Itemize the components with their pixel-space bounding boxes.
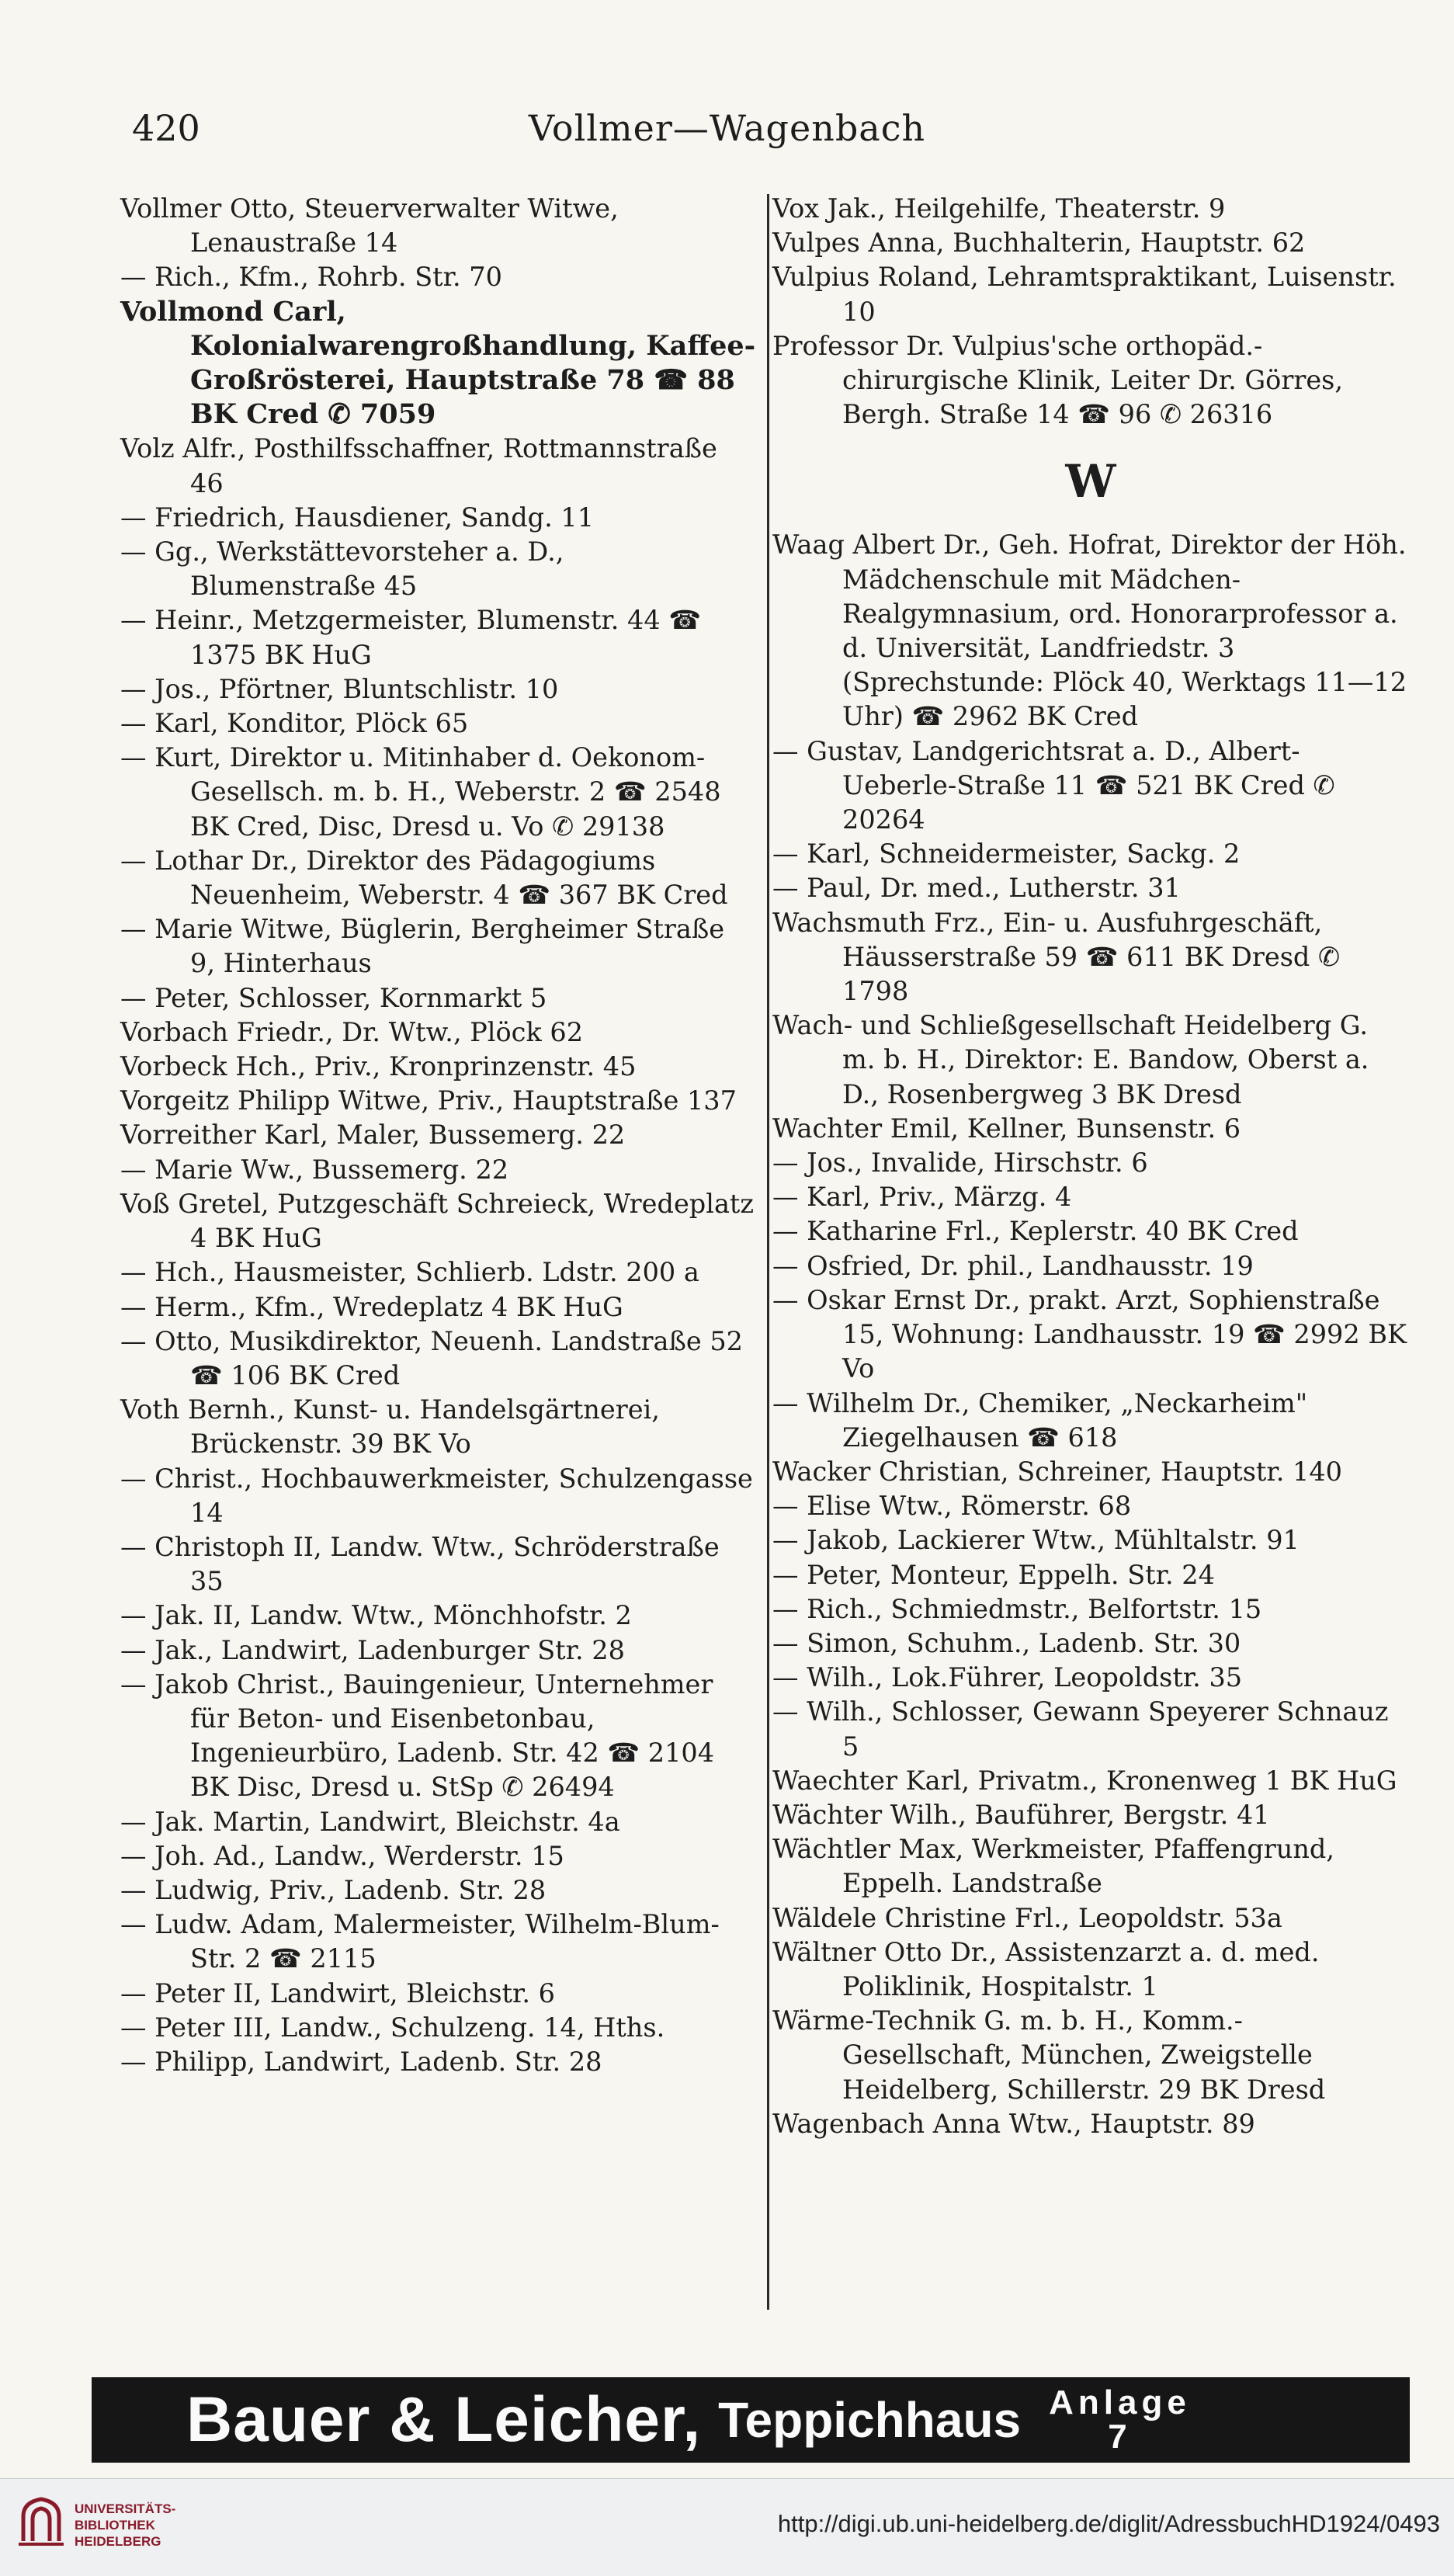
- directory-entry: Vollmond Carl, Kolonialwarengroßhandlung, Kaffee-Großrösterei, Hauptstraße 78 ☎ 88 BK Cred ✆ 7059: [120, 295, 756, 431]
- page-number: 420: [132, 107, 200, 149]
- directory-entry: Wärme-Technik G. m. b. H., Komm.-Gesellschaft, München, Zweigstelle Heidelberg, Schillerstr. 29 BK Dresd: [772, 2005, 1326, 2105]
- directory-entry: Voß Gretel, Putzgeschäft Schreieck, Wredeplatz 4 BK HuG: [120, 1188, 755, 1254]
- column-rule: [767, 194, 769, 2310]
- ad-brand: Bauer & Leicher,: [186, 2384, 702, 2455]
- directory-entry: — Oskar Ernst Dr., prakt. Arzt, Sophienstraße 15, Wohnung: Landhausstr. 19 ☎ 2992 BK Vo: [772, 1284, 1407, 1384]
- advertisement-banner: [92, 2377, 1410, 2463]
- directory-entry: — Marie Witwe, Büglerin, Bergheimer Straße 9, Hinterhaus: [120, 914, 725, 979]
- directory-entry: — Rich., Kfm., Rohrb. Str. 70: [120, 262, 502, 293]
- directory-entry: — Gg., Werkstättevorsteher a. D., Blumenstraße 45: [120, 536, 564, 602]
- section-letter: W: [1065, 455, 1116, 509]
- directory-entry: — Jak., Landwirt, Ladenburger Str. 28: [120, 1634, 625, 1665]
- library-logo-icon: [17, 2494, 65, 2549]
- directory-entry: — Ludw. Adam, Malermeister, Wilhelm-Blum-Str. 2 ☎ 2115: [120, 1909, 720, 1974]
- directory-entry: — Wilh., Schlosser, Gewann Speyerer Schnauz 5: [772, 1696, 1389, 1762]
- directory-entry: — Jakob, Lackierer Wtw., Mühltalstr. 91: [772, 1525, 1300, 1556]
- directory-entry: Wach- und Schließgesellschaft Heidelberg G. m. b. H., Direktor: E. Bandow, Oberst a. D., Rosenbergweg 3 BK Dresd: [772, 1010, 1369, 1109]
- library-logo-text: [75, 2501, 175, 2550]
- directory-entry: — Peter III, Landw., Schulzeng. 14, Hths.: [120, 2012, 665, 2043]
- directory-entry: Vorgeitz Philipp Witwe, Priv., Hauptstraße 137: [120, 1085, 737, 1116]
- directory-entry: Vorbeck Hch., Priv., Kronprinzenstr. 45: [120, 1051, 637, 1082]
- directory-entry: — Karl, Schneidermeister, Sackg. 2: [772, 838, 1241, 870]
- directory-entry: — Wilh., Lok.Führer, Leopoldstr. 35: [772, 1662, 1243, 1693]
- directory-entry: — Simon, Schuhm., Ladenb. Str. 30: [772, 1627, 1241, 1658]
- directory-entry: — Philipp, Landwirt, Ladenb. Str. 28: [120, 2046, 602, 2077]
- directory-entry: Wächter Wilh., Bauführer, Bergstr. 41: [772, 1799, 1270, 1830]
- ad-annex-number: 7: [1108, 2418, 1132, 2456]
- directory-entry: — Herm., Kfm., Wredeplatz 4 BK HuG: [120, 1291, 623, 1322]
- directory-entry: Vulpes Anna, Buchhalterin, Hauptstr. 62: [772, 227, 1306, 259]
- directory-entry: — Peter, Monteur, Eppelh. Str. 24: [772, 1559, 1215, 1590]
- directory-entry: — Gustav, Landgerichtsrat a. D., Albert-Ueberle-Straße 11 ☎ 521 BK Cred ✆ 20264: [772, 735, 1335, 835]
- directory-entry: — Katharine Frl., Keplerstr. 40 BK Cred: [772, 1216, 1299, 1247]
- right-column-top: [772, 192, 1409, 432]
- directory-entry: Professor Dr. Vulpius'sche orthopäd.-chirurgische Klinik, Leiter Dr. Görres, Bergh. Straße 14 ☎ 96 ✆ 26316: [772, 330, 1344, 430]
- directory-entry: — Jos., Invalide, Hirschstr. 6: [772, 1147, 1148, 1179]
- directory-entry: — Karl, Konditor, Plöck 65: [120, 708, 469, 739]
- right-column-bottom: [772, 528, 1409, 2141]
- directory-entry: Voth Bernh., Kunst- u. Handelsgärtnerei, Brückenstr. 39 BK Vo: [120, 1394, 660, 1460]
- directory-entry: — Paul, Dr. med., Lutherstr. 31: [772, 873, 1181, 904]
- directory-entry: Vorreither Karl, Maler, Bussemerg. 22: [120, 1120, 626, 1151]
- directory-entry: Wältner Otto Dr., Assistenzarzt a. d. med. Poliklinik, Hospitalstr. 1: [772, 1936, 1320, 2001]
- directory-entry: Vollmer Otto, Steuerverwalter Witwe, Lenaustraße 14: [120, 193, 619, 259]
- directory-entry: Vox Jak., Heilgehilfe, Theaterstr. 9: [772, 193, 1226, 224]
- ad-annex: [1049, 2383, 1191, 2456]
- directory-entry: — Jakob Christ., Bauingenieur, Unternehmer für Beton- und Eisenbetonbau, Ingenieurbüro, Ladenb. Str. 42 ☎ 2104 BK Disc, Dresd u. StSp ✆ 26494: [120, 1668, 715, 1803]
- directory-entry: — Ludwig, Priv., Ladenb. Str. 28: [120, 1874, 547, 1905]
- directory-entry: Waechter Karl, Privatm., Kronenweg 1 BK HuG: [772, 1765, 1397, 1796]
- running-head: Vollmer—Wagenbach: [528, 107, 926, 149]
- directory-entry: — Joh. Ad., Landw., Werderstr. 15: [120, 1840, 564, 1871]
- source-url-link[interactable]: http://digi.ub.uni-heidelberg.de/diglit/AdressbuchHD1924/0493: [777, 2510, 1440, 2537]
- directory-entry: — Jos., Pförtner, Bluntschlistr. 10: [120, 673, 559, 704]
- directory-entry: Wagenbach Anna Wtw., Hauptstr. 89: [772, 2108, 1255, 2139]
- directory-entry: — Jak. II, Landw. Wtw., Mönchhofstr. 2: [120, 1600, 632, 1631]
- directory-entry: Vorbach Friedr., Dr. Wtw., Plöck 62: [120, 1016, 584, 1047]
- right-column: [772, 192, 1409, 2141]
- directory-entry: — Karl, Priv., Märzg. 4: [772, 1182, 1072, 1213]
- logo-line-1: UNIVERSITÄTS-: [75, 2501, 176, 2516]
- directory-entry: — Peter, Schlosser, Kornmarkt 5: [120, 982, 547, 1013]
- directory-entry: — Christ., Hochbauwerkmeister, Schulzengasse 14: [120, 1463, 753, 1528]
- directory-entry: — Heinr., Metzgermeister, Blumenstr. 44 ☎ 1375 BK HuG: [120, 605, 702, 670]
- directory-entry: — Osfried, Dr. phil., Landhausstr. 19: [772, 1250, 1254, 1281]
- directory-entry: — Rich., Schmiedmstr., Belfortstr. 15: [772, 1593, 1262, 1624]
- directory-entry: — Marie Ww., Bussemerg. 22: [120, 1154, 509, 1185]
- directory-entry: Wachter Emil, Kellner, Bunsenstr. 6: [772, 1113, 1241, 1144]
- directory-entry: Volz Alfr., Posthilfsschaffner, Rottmannstraße 46: [120, 433, 717, 498]
- directory-entry: — Friedrich, Hausdiener, Sandg. 11: [120, 502, 595, 533]
- directory-entry: Wächtler Max, Werkmeister, Pfaffengrund, Eppelh. Landstraße: [772, 1834, 1335, 1899]
- logo-line-2: BIBLIOTHEK: [75, 2518, 155, 2533]
- directory-entry: — Otto, Musikdirektor, Neuenh. Landstraße 52 ☎ 106 BK Cred: [120, 1325, 743, 1390]
- footer-bar: [0, 2478, 1454, 2576]
- directory-entry: Waag Albert Dr., Geh. Hofrat, Direktor der Höh. Mädchenschule mit Mädchen-Realgymnasium, ord. Honorarprofessor a. d. Universität, Landfriedstr. 3 (Sprechstunde: Plöck 40, Werktags 11—12 Uhr) ☎ 2962 BK Cred: [772, 529, 1407, 732]
- directory-entry: — Kurt, Direktor u. Mitinhaber d. Oekonom-Gesellsch. m. b. H., Weberstr. 2 ☎ 2548 BK Cred, Disc, Dresd u. Vo ✆ 29138: [120, 742, 721, 842]
- directory-entry: Vulpius Roland, Lehramtspraktikant, Luisenstr. 10: [772, 262, 1397, 327]
- ad-description: Teppichhaus: [718, 2392, 1022, 2448]
- directory-entry: Wachsmuth Frz., Ein- u. Ausfuhrgeschäft, Häusserstraße 59 ☎ 611 BK Dresd ✆ 1798: [772, 907, 1341, 1007]
- directory-entry: — Hch., Hausmeister, Schlierb. Ldstr. 200 a: [120, 1257, 699, 1288]
- directory-entry: — Wilhelm Dr., Chemiker, „Neckarheim" Ziegelhausen ☎ 618: [772, 1387, 1308, 1453]
- left-column: [120, 192, 757, 2079]
- directory-entry: Wäldele Christine Frl., Leopoldstr. 53a: [772, 1902, 1282, 1933]
- ad-annex-word: Anlage: [1049, 2383, 1191, 2422]
- directory-entry: — Christoph II, Landw. Wtw., Schröderstraße 35: [120, 1531, 720, 1597]
- directory-entry: — Peter II, Landwirt, Bleichstr. 6: [120, 1977, 555, 2008]
- directory-entry: — Elise Wtw., Römerstr. 68: [772, 1491, 1132, 1522]
- directory-entry: — Jak. Martin, Landwirt, Bleichstr. 4a: [120, 1806, 620, 1837]
- directory-entry: Wacker Christian, Schreiner, Hauptstr. 140: [772, 1456, 1342, 1487]
- logo-line-3: HEIDELBERG: [75, 2534, 161, 2549]
- directory-entry: — Lothar Dr., Direktor des Pädagogiums Neuenheim, Weberstr. 4 ☎ 367 BK Cred: [120, 845, 728, 911]
